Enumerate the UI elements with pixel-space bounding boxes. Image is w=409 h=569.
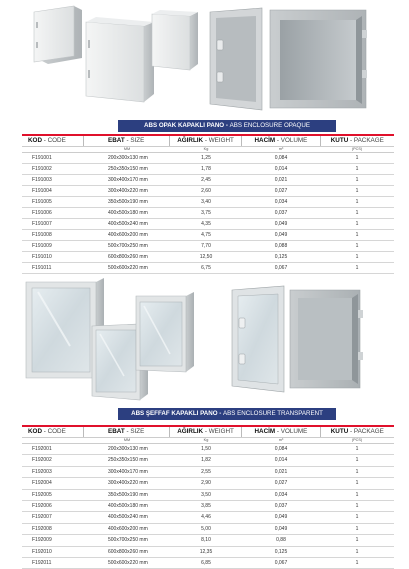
cell-volume: 0,049	[274, 221, 288, 227]
cell-code: F192004	[32, 480, 52, 487]
cell-package: 1	[355, 188, 359, 194]
enclosure-large-opaque	[86, 17, 154, 102]
cell-weight: 1,25	[201, 155, 211, 161]
table-row	[22, 186, 394, 197]
cell-package: 1	[355, 221, 359, 227]
cell-weight: 7,70	[201, 243, 211, 249]
cell-weight: 3,75	[201, 210, 211, 216]
cell-code: F192005	[32, 491, 52, 498]
cell-code: F192008	[32, 525, 52, 532]
cell-package: 1	[355, 446, 359, 452]
cell-package: 1	[355, 254, 359, 260]
table-row	[22, 535, 394, 546]
transparent-enclosures-photo	[0, 276, 409, 404]
cell-weight: 5,00	[201, 525, 211, 532]
cell-package: 1	[355, 514, 359, 521]
cell-size: 500x600x220 mm	[108, 559, 148, 566]
cell-size: 400x500x180 mm	[108, 210, 148, 216]
cell-package: 1	[355, 210, 359, 216]
cell-size: 500x700x250 mm	[108, 243, 148, 249]
cell-package: 1	[355, 559, 359, 566]
opaque-enclosure-table	[22, 134, 394, 274]
table-row	[22, 208, 394, 219]
enclosure-small-opaque	[34, 6, 82, 64]
header-size: EBAT - SIZE	[84, 427, 170, 437]
cell-volume: 0,037	[274, 210, 288, 216]
header-weight: AĞIRLIK - WEIGHT	[170, 427, 242, 437]
cell-package: 1	[355, 548, 359, 555]
table-row	[22, 467, 394, 478]
cell-volume: 0,014	[274, 457, 288, 464]
enclosure-medium-opaque	[152, 10, 198, 70]
cell-weight: 3,85	[201, 502, 211, 509]
cell-weight: 12,50	[199, 254, 213, 260]
cell-code: F191007	[32, 221, 52, 227]
cell-code: F191001	[32, 155, 52, 161]
cell-weight: 2,90	[201, 480, 211, 487]
cell-size: 400x500x240 mm	[108, 514, 148, 521]
cell-code: F192009	[32, 537, 52, 544]
enclosure-open-transparent	[232, 286, 363, 392]
table-row	[22, 153, 394, 164]
cell-volume: 0,125	[274, 254, 288, 260]
cell-volume: 0,084	[274, 446, 288, 452]
table-row	[22, 263, 394, 274]
cell-size: 500x600x220 mm	[108, 265, 148, 271]
cell-weight: 6,75	[201, 265, 211, 271]
table-row	[22, 478, 394, 489]
header-volume: HACİM - VOLUME	[242, 427, 320, 437]
cell-package: 1	[355, 457, 359, 464]
table-row	[22, 524, 394, 535]
cell-code: F191011	[32, 265, 52, 271]
table-row	[22, 490, 394, 501]
cell-volume: 0,021	[274, 468, 288, 475]
cell-code: F191003	[32, 177, 52, 183]
cell-volume: 0,067	[274, 559, 288, 566]
cell-code: F191004	[32, 188, 52, 194]
cell-weight: 2,55	[201, 468, 211, 475]
cell-weight: 2,45	[201, 177, 211, 183]
cell-code: F192006	[32, 502, 52, 509]
cell-volume: 0,034	[274, 199, 288, 205]
unit-volume: m³	[278, 147, 284, 151]
cell-package: 1	[355, 468, 359, 475]
cell-weight: 4,75	[201, 232, 211, 238]
cell-weight: 4,35	[201, 221, 211, 227]
cell-volume: 0,014	[274, 166, 288, 172]
cell-size: 500x700x250 mm	[108, 537, 148, 544]
cell-package: 1	[355, 525, 359, 532]
cell-weight: 1,78	[201, 166, 211, 172]
cell-code: F191008	[32, 232, 52, 238]
cell-package: 1	[355, 155, 359, 161]
cell-volume: 0,021	[274, 177, 288, 183]
banner-title-light: ABS ENCLOSURE OPAQUE	[229, 122, 310, 129]
cell-volume: 0,037	[274, 502, 288, 509]
banner-title-bold: ABS ŞEFFAF KAPAKLI PANO	[131, 410, 218, 417]
cell-code: F191010	[32, 254, 52, 260]
cell-size: 250x350x150 mm	[108, 166, 148, 172]
header-code: KOD - CODE	[22, 427, 84, 437]
unit-size: MM	[123, 438, 131, 442]
cell-size: 400x500x180 mm	[108, 502, 148, 509]
table-body	[22, 444, 394, 569]
cell-weight: 12,35	[199, 548, 213, 555]
unit-package: (PCS)	[351, 147, 363, 151]
cell-weight: 1,50	[201, 446, 211, 452]
banner-title-bold: ABS OPAK KAPAKLI PANO	[144, 122, 225, 129]
cell-code: F192007	[32, 514, 52, 521]
table-row	[22, 241, 394, 252]
cell-size: 300x400x220 mm	[108, 480, 148, 487]
opaque-enclosures-photo	[0, 0, 409, 118]
table-row	[22, 252, 394, 263]
cell-volume: 0,027	[274, 480, 288, 487]
banner-title-light: ABS ENCLOSURE TRANSPARENT	[223, 410, 323, 417]
cell-weight: 8,10	[201, 537, 211, 544]
cell-size: 400x600x200 mm	[108, 525, 148, 532]
unit-weight: Kg	[203, 147, 209, 151]
cell-size: 200x300x130 mm	[108, 155, 148, 161]
cell-size: 400x600x200 mm	[108, 232, 148, 238]
cell-volume: 0,088	[274, 243, 288, 249]
table-row	[22, 164, 394, 175]
cell-weight: 1,82	[201, 457, 211, 464]
cell-size: 300x400x170 mm	[108, 177, 148, 183]
cell-package: 1	[355, 265, 359, 271]
cell-weight: 4,46	[201, 514, 211, 521]
cell-volume: 0,067	[274, 265, 288, 271]
table-header	[22, 425, 394, 438]
section-banner-transparent: ABS ŞEFFAF KAPAKLI PANO - ABS ENCLOSURE TRANSPARENT	[118, 408, 336, 420]
cell-volume: 0,034	[274, 491, 288, 498]
cell-package: 1	[355, 502, 359, 509]
cell-code: F191002	[32, 166, 52, 172]
table-row	[22, 501, 394, 512]
table-row	[22, 230, 394, 241]
cell-code: F192001	[32, 446, 52, 452]
cell-size: 600x800x260 mm	[108, 254, 148, 260]
header-weight: AĞIRLIK - WEIGHT	[170, 136, 242, 146]
table-row	[22, 197, 394, 208]
cell-weight: 6,85	[201, 559, 211, 566]
cell-size: 350x500x190 mm	[108, 491, 148, 498]
cell-volume: 0,125	[274, 548, 288, 555]
table-row	[22, 547, 394, 558]
cell-weight: 3,40	[201, 199, 211, 205]
cell-package: 1	[355, 166, 359, 172]
cell-code: F192010	[32, 548, 52, 555]
enclosure-open-opaque	[210, 8, 367, 110]
header-package: KUTU - PACKAGE	[330, 137, 384, 144]
cell-size: 300x400x220 mm	[108, 188, 148, 194]
cell-volume: 0,049	[274, 514, 288, 521]
unit-volume: m³	[278, 438, 284, 442]
cell-package: 1	[355, 199, 359, 205]
enclosure-small-transparent	[136, 292, 194, 372]
cell-package: 1	[355, 480, 359, 487]
cell-package: 1	[355, 537, 359, 544]
cell-size: 350x500x190 mm	[108, 199, 148, 205]
unit-weight: Kg	[203, 438, 209, 442]
cell-weight: 3,50	[201, 491, 211, 498]
table-row	[22, 219, 394, 230]
cell-size: 400x500x240 mm	[108, 221, 148, 227]
cell-size: 600x800x260 mm	[108, 548, 148, 555]
cell-code: F191006	[32, 210, 52, 216]
cell-volume: 0,88	[276, 537, 286, 544]
cell-volume: 0,049	[274, 525, 288, 532]
transparent-enclosure-table	[22, 425, 394, 569]
table-body	[22, 153, 394, 274]
cell-volume: 0,027	[274, 188, 288, 194]
header-volume: HACİM - VOLUME	[242, 136, 320, 146]
header-package: KUTU - PACKAGE	[330, 428, 384, 435]
unit-package: (PCS)	[351, 438, 363, 442]
cell-package: 1	[355, 232, 359, 238]
table-row	[22, 512, 394, 523]
table-row	[22, 175, 394, 186]
cell-size: 250x350x150 mm	[108, 457, 148, 464]
unit-size: MM	[123, 147, 131, 151]
header-code: KOD - CODE	[22, 136, 84, 146]
cell-weight: 2,60	[201, 188, 211, 194]
cell-volume: 0,049	[274, 232, 288, 238]
cell-size: 300x400x170 mm	[108, 468, 148, 475]
header-size: EBAT - SIZE	[84, 136, 170, 146]
cell-code: F191005	[32, 199, 52, 205]
cell-code: F191009	[32, 243, 52, 249]
cell-package: 1	[355, 243, 359, 249]
cell-volume: 0,084	[274, 155, 288, 161]
table-header	[22, 134, 394, 147]
cell-package: 1	[355, 177, 359, 183]
table-row	[22, 444, 394, 455]
cell-package: 1	[355, 491, 359, 498]
cell-code: F192011	[32, 559, 52, 566]
table-row	[22, 455, 394, 466]
cell-code: F192002	[32, 457, 52, 464]
cell-code: F192003	[32, 468, 52, 475]
section-banner-opaque: ABS OPAK KAPAKLI PANO - ABS ENCLOSURE OPAQUE	[118, 120, 336, 132]
cell-size: 200x300x130 mm	[108, 446, 148, 452]
table-row	[22, 558, 394, 569]
